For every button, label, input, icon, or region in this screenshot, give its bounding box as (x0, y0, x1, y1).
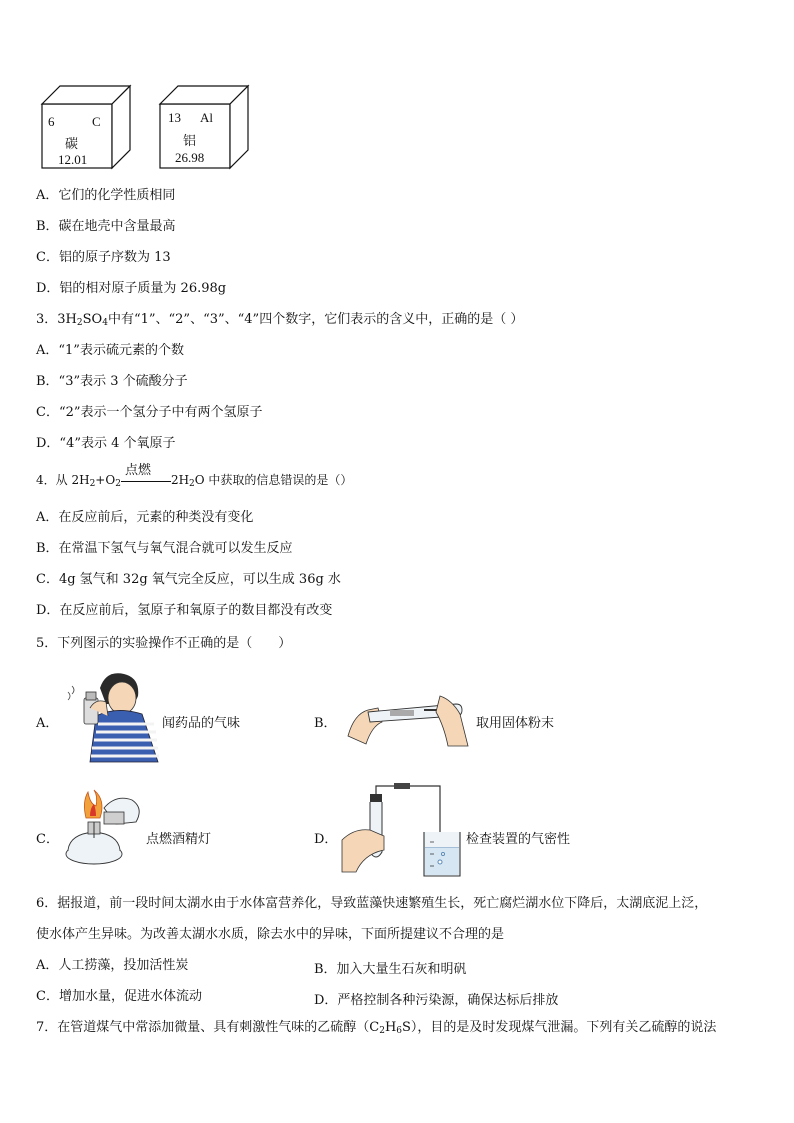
q4-product: 2H (170, 473, 190, 487)
q6-stem-line1: 6．据报道，前一段时间太湖水由于水体富营养化，导致蓝藻快速繁殖生长，死亡腐烂湖水位下降后，太湖底泥上泛， (36, 896, 708, 911)
q5-b-label: 取用固体粉末 (476, 716, 555, 731)
q6-option-a: A．人工捞藻，投加活性炭 (36, 958, 189, 973)
q5-stem: 5．下列图示的实验操作不正确的是（ ） (36, 636, 292, 651)
carbon-mass: 12.01 (58, 152, 88, 167)
carbon-name: 碳 (65, 136, 79, 151)
q2-option-b: B．碳在地壳中含量最高 (36, 219, 176, 234)
q7-stem-suffix: S），目的是及时发现煤气泄漏。下列有关乙硫醇的说法 (402, 1020, 717, 1035)
carbon-atomic-number: 6 (48, 114, 55, 129)
q4-sub-3: 2 (189, 479, 195, 489)
carbon-symbol: C (92, 114, 101, 129)
q4-stem (36, 462, 353, 492)
q3-sub-2: 4 (102, 318, 108, 328)
q5-a-label: 闻药品的气味 (162, 716, 241, 731)
q5-c-letter: C． (36, 832, 59, 847)
q7-sub-1: 2 (379, 1026, 385, 1036)
q2-option-a: A．它们的化学性质相同 (36, 188, 176, 203)
q5-d-letter: D． (314, 832, 338, 847)
q6-option-c: C．增加水量，促进水体流动 (36, 989, 202, 1004)
q5-a-letter: A． (36, 716, 59, 731)
q7-stem (36, 1020, 716, 1039)
aluminum-mass: 26.98 (175, 150, 205, 165)
q3-option-d: D．“4”表示 4 个氧原子 (36, 436, 176, 451)
aluminum-symbol: Al (200, 110, 213, 125)
q4-stem-end: O 中获取的信息错误的是（） (194, 473, 353, 487)
q6-option-b: B．加入大量生石灰和明矾 (314, 962, 467, 977)
q5-c-label: 点燃酒精灯 (146, 832, 212, 847)
q3-stem-mid: SO (82, 312, 103, 327)
boy-smelling-illustration (66, 668, 162, 764)
q6-stem-line2: 使水体产生异味。为改善太湖水水质，除去水中的异味，下面所提建议不合理的是 (36, 927, 505, 942)
reaction-condition: 点燃 (124, 462, 151, 478)
alcohol-lamp-illustration (60, 788, 146, 868)
q6-option-d: D．严格控制各种污染源，确保达标后排放 (314, 993, 559, 1008)
q3-option-b: B．“3”表示 3 个硫酸分子 (36, 374, 188, 389)
q4-option-c: C．4g 氢气和 32g 氧气完全反应，可以生成 36g 水 (36, 572, 341, 587)
q7-stem-mid: H (384, 1020, 397, 1035)
q4-option-b: B．在常温下氢气与氧气混合就可以发生反应 (36, 541, 293, 556)
q3-stem (36, 312, 523, 331)
q4-sub-2: 2 (115, 479, 121, 489)
q2-option-c: C．铝的原子序数为 13 (36, 250, 171, 265)
airtightness-check-illustration (340, 780, 464, 880)
q4-option-a: A．在反应前后，元素的种类没有变化 (36, 510, 254, 525)
test-tube-powder-illustration (344, 686, 474, 752)
q4-stem-prefix: 4．从 2H (36, 473, 90, 487)
q3-option-c: C．“2”表示一个氢分子中有两个氢原子 (36, 405, 263, 420)
q5-b-letter: B． (314, 716, 337, 731)
q3-option-a: A．“1”表示硫元素的个数 (36, 343, 184, 358)
q4-sub-1: 2 (89, 479, 96, 489)
q2-option-d: D．铝的相对原子质量为 26.98g (36, 281, 227, 296)
q4-plus-o: +O (95, 473, 116, 487)
aluminum-name: 铝 (183, 133, 197, 148)
q3-stem-prefix: 3．3H (36, 312, 77, 327)
q5-d-label: 检查装置的气密性 (466, 832, 571, 847)
q3-stem-suffix: 中有“1”、“2”、“3”、“4”四个数字，它们表示的含义中，正确的是（ ） (107, 312, 524, 327)
reaction-arrow (121, 462, 171, 489)
q4-option-d: D．在反应前后，氢原子和氧原子的数目都没有改变 (36, 603, 333, 618)
aluminum-atomic-number: 13 (168, 110, 181, 125)
q7-stem-prefix: 7．在管道煤气中常添加微量、具有刺激性气味的乙硫醇（C (36, 1020, 380, 1035)
q3-sub-1: 2 (76, 318, 83, 328)
q7-sub-2: 6 (396, 1026, 403, 1036)
